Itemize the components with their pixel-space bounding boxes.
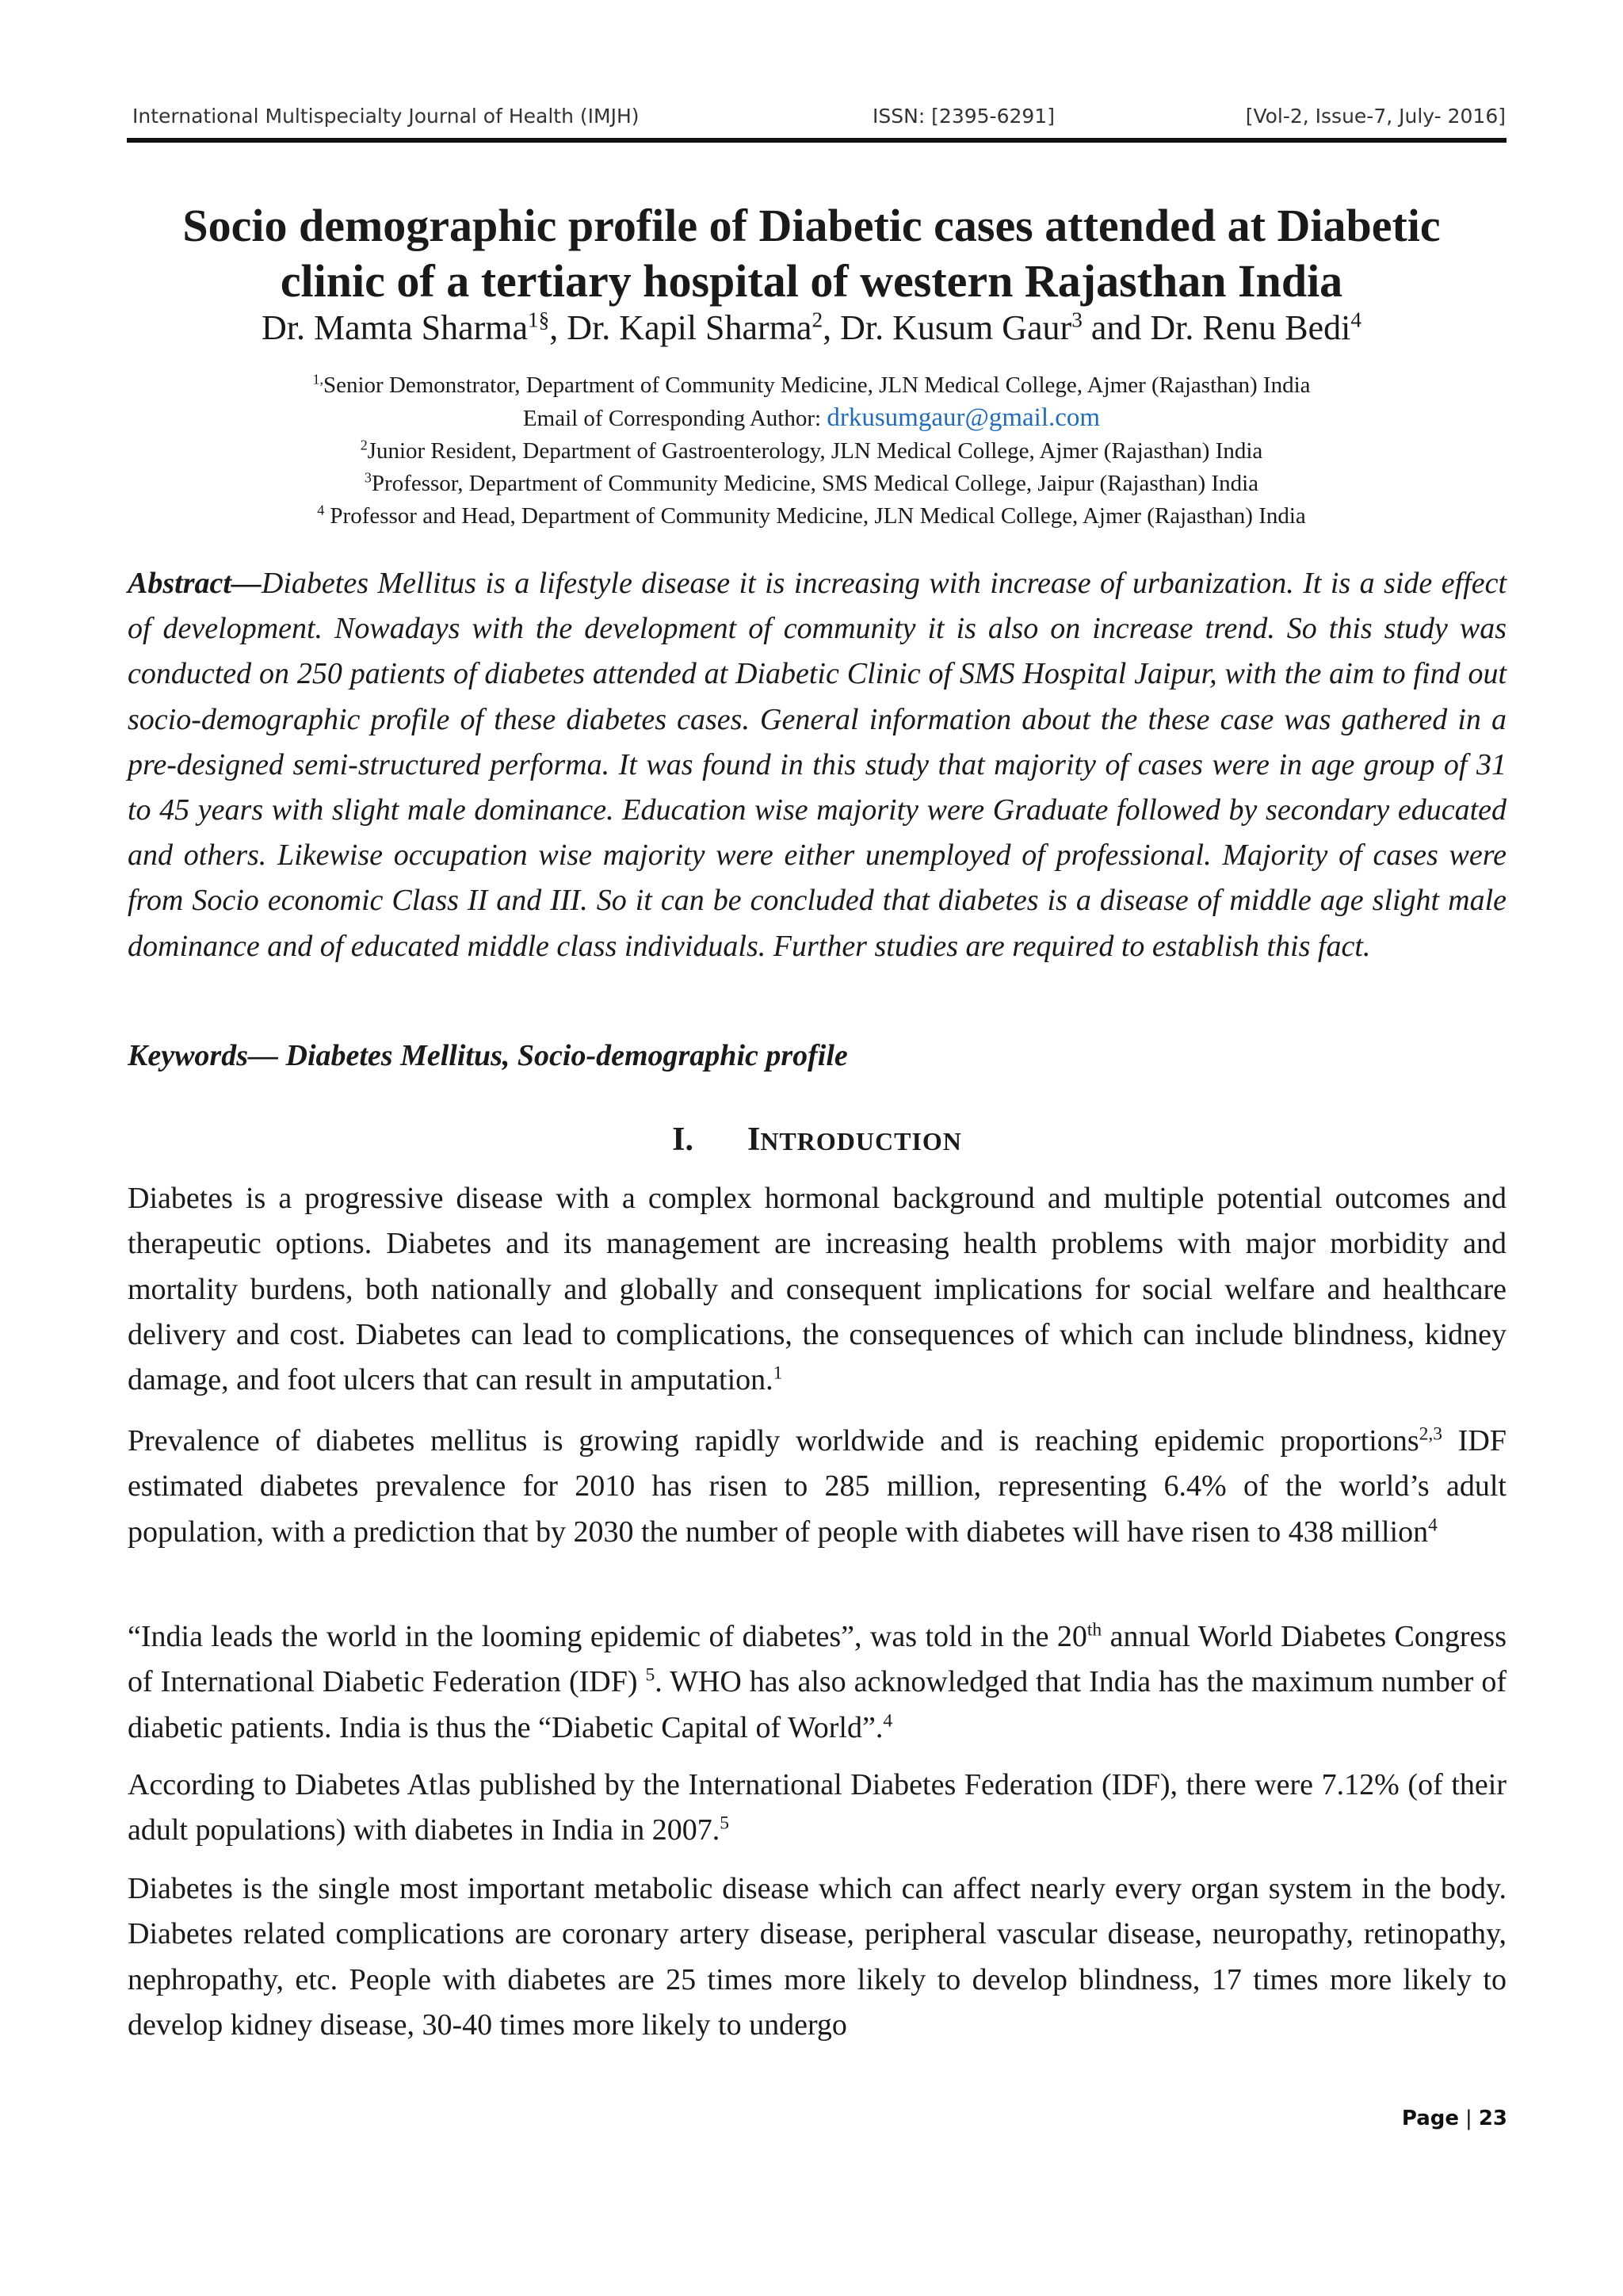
- section-title-initial: I: [747, 1121, 761, 1158]
- section-heading-introduction: [128, 1117, 1507, 1163]
- page-label: Page: [1401, 2107, 1460, 2130]
- author-affiliation-mark: 2: [812, 308, 823, 332]
- affiliation-text: Professor, Department of Community Medicine, SMS Medical College, Jaipur (Rajasthan) India: [371, 471, 1259, 496]
- corresponding-email: [95, 402, 1528, 435]
- page-separator: |: [1465, 2107, 1472, 2130]
- abstract-text: Diabetes Mellitus is a lifestyle disease it is increasing with increase of urbanization. It is a side effect of development. Nowadays with the development of community it is also on increase trend. So this study was conducted on 250 patients of diabetes attended at Diabetic Clinic of SMS Hospital Jaipur, with the aim to find out socio-demographic profile of these diabetes cases. General information about the these case was gathered in a pre-designed semi-structured performa. It was found in this study that majority of cases were in age group of 31 to 45 years with slight male dominance. Education wise majority were Graduate followed by secondary educated and others. Likewise occupation wise majority were either unemployed of professional. Majority of cases were from Socio economic Class II and III. So it can be concluded that diabetes is a disease of middle age slight male dominance and of educated middle class individuals. Further studies are required to establish this fact.: [128, 567, 1507, 963]
- affiliation-text: Senior Demonstrator, Department of Community Medicine, JLN Medical College, Ajmer (Rajasthan) India: [323, 372, 1311, 398]
- paragraph-text: . WHO has also acknowledged that India has the maximum number of diabetic patients. India is thus the “Diabetic Capital of World”.: [128, 1665, 1507, 1744]
- citation: 2,3: [1419, 1423, 1443, 1445]
- author-separator: ,: [549, 308, 567, 347]
- paper-title: [95, 198, 1528, 309]
- paragraph-text: annual World Diabetes Congress of International Diabetic Federation (IDF): [128, 1620, 1507, 1699]
- abstract-lead: Abstract—: [128, 567, 262, 600]
- author-list: [95, 306, 1528, 350]
- section-title-rest: NTRODUCTION: [760, 1127, 962, 1156]
- paragraph-text: Prevalence of diabetes mellitus is growing rapidly worldwide and is reaching epidemic proportions: [128, 1424, 1419, 1457]
- affiliation-mark: 1,: [312, 371, 323, 388]
- author-separator: and: [1082, 308, 1151, 347]
- paragraph-3: [128, 1614, 1507, 1751]
- paragraph-text: Diabetes is a progressive disease with a complex hormonal background and multiple potential outcomes and therapeutic options. Diabetes and its management are increasing health problems with major morbidity and mortality burdens, both nationally and globally and consequent implications for social welfare and healthcare delivery and cost. Diabetes can lead to complications, the consequences of which can include blindness, kidney damage, and foot ulcers that can result in amputation.: [128, 1182, 1507, 1397]
- paragraph-text: According to Diabetes Atlas published by the International Diabetes Federation (IDF), there were 7.12% (of their adult populations) with diabetes in India in 2007.: [128, 1768, 1507, 1847]
- header-rule: [127, 138, 1507, 143]
- citation: 5: [645, 1664, 655, 1686]
- paragraph-text: “India leads the world in the looming epidemic of diabetes”, was told in the 20: [128, 1620, 1087, 1653]
- author-name: Dr. Mamta Sharma: [261, 308, 529, 347]
- paragraph-text: IDF estimated diabetes prevalence for 2010 has risen to 285 million, representing 6.4% of the world’s adult population, with a prediction that by 2030 the number of people with diabetes will have risen to 438 million: [128, 1424, 1507, 1549]
- paragraph-4: [128, 1763, 1507, 1854]
- citation: 4: [883, 1710, 893, 1731]
- affiliation-text: Junior Resident, Department of Gastroenterology, JLN Medical College, Ajmer (Rajasthan) India: [367, 438, 1263, 464]
- author-name: Dr. Renu Bedi: [1150, 308, 1351, 347]
- title-line-2: clinic of a tertiary hospital of western Rajasthan India: [280, 255, 1343, 307]
- email-link[interactable]: drkusumgaur@gmail.com: [827, 403, 1101, 432]
- page-number-footer: [1381, 2107, 1507, 2130]
- affiliation-text: Professor and Head, Department of Community Medicine, JLN Medical College, Ajmer (Rajasthan) India: [324, 503, 1306, 529]
- author-name: Dr. Kapil Sharma: [567, 308, 812, 347]
- journal-name: International Multispecialty Journal of Health (IMJH): [132, 105, 640, 128]
- abstract: [128, 561, 1507, 969]
- citation: 5: [720, 1813, 729, 1834]
- paragraph-1: [128, 1176, 1507, 1403]
- author-separator: ,: [823, 308, 841, 347]
- title-line-1: Socio demographic profile of Diabetic cases attended at Diabetic: [182, 200, 1441, 251]
- keywords: Keywords— Diabetes Mellitus, Socio-demographic profile: [128, 1039, 848, 1072]
- affiliation-4: [95, 500, 1528, 533]
- author-name: Dr. Kusum Gaur: [840, 308, 1072, 347]
- author-affiliation-mark: 1§: [528, 308, 550, 332]
- issn: ISSN: [2395-6291]: [873, 105, 1055, 128]
- affiliation-mark: 2: [360, 437, 368, 453]
- affiliation-mark: 3: [364, 469, 372, 486]
- author-affiliation-mark: 4: [1350, 308, 1361, 332]
- affiliations: [95, 369, 1528, 533]
- email-label: Email of Corresponding Author:: [522, 406, 827, 431]
- affiliation-mark: 4: [317, 502, 325, 518]
- ordinal-suffix: th: [1086, 1619, 1102, 1641]
- affiliation-2: [95, 435, 1528, 468]
- citation: 1: [773, 1362, 783, 1384]
- section-number: I.: [672, 1121, 693, 1158]
- paragraph-2: [128, 1419, 1507, 1555]
- running-header: [132, 100, 1506, 139]
- citation: 4: [1428, 1514, 1438, 1535]
- affiliation-3: [95, 468, 1528, 500]
- paragraph-5: Diabetes is the single most important metabolic disease which can affect nearly every organ system in the body. Diabetes related complications are coronary artery disease, peripheral vascular disease, neuropathy, retinopathy, nephropathy, etc. People with diabetes are 25 times more likely to develop blindness, 17 times more likely to develop kidney disease, 30-40 times more likely to undergo: [128, 1872, 1507, 2042]
- affiliation-1: [95, 369, 1528, 402]
- page-number: 23: [1478, 2107, 1507, 2130]
- volume-issue: [Vol-2, Issue-7, July- 2016]: [1245, 105, 1506, 128]
- author-affiliation-mark: 3: [1071, 308, 1083, 332]
